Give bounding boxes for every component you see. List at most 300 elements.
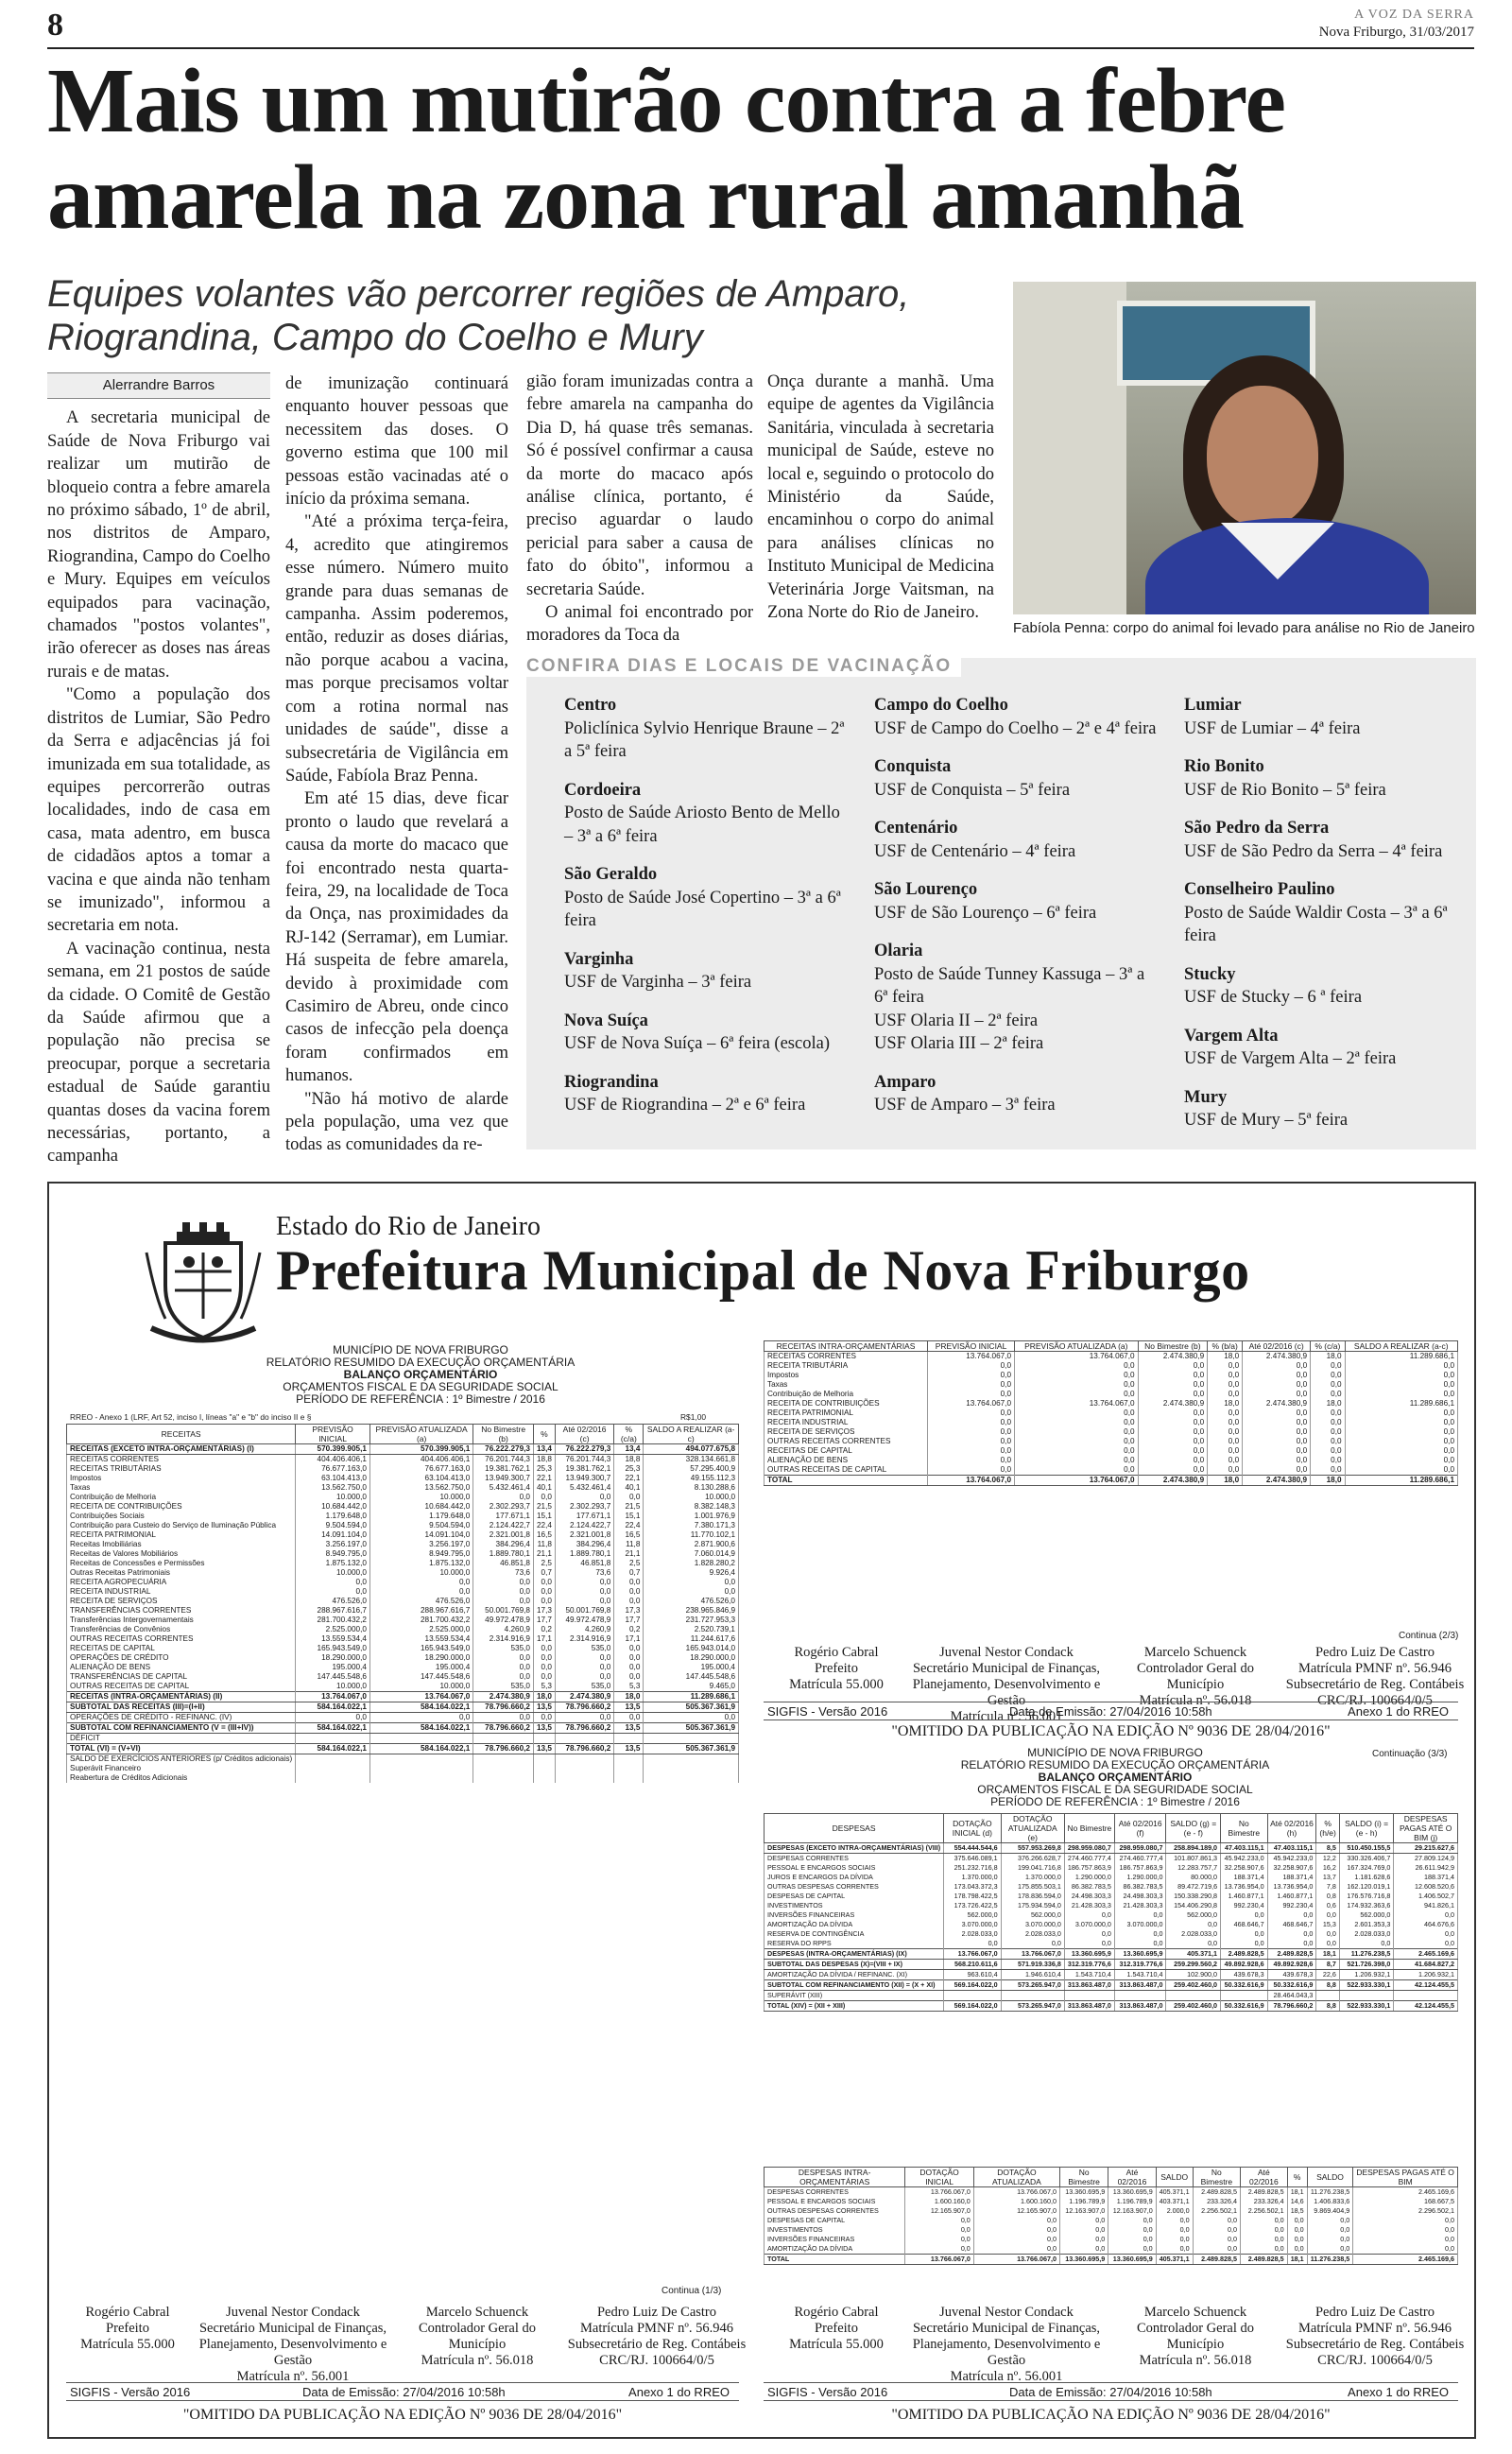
table-cell: RECEITAS CORRENTES [765,1352,928,1362]
table-cell: 2.321.001,8 [473,1530,534,1540]
table-cell: 13.360.695,9 [1108,2187,1156,2198]
masthead [1319,6,1474,42]
table-cell: 1.179.648,0 [369,1512,472,1521]
table-cell: Contribuição para Custeio do Serviço de Iluminação Pública [67,1521,296,1530]
table-cell: 9.869.404,9 [1307,2206,1353,2216]
table-cell: 535,0 [473,1644,534,1653]
table-cell: 50.001.769,8 [473,1606,534,1616]
table-cell: 404.406.406,1 [369,1455,472,1465]
table-cell: 0,0 [1394,1939,1458,1949]
table-cell: RECEITAS TRIBUTÁRIAS [67,1464,296,1474]
table-header-cell: % (c/a) [614,1425,644,1444]
table-cell: 2.124.422,7 [473,1521,534,1530]
table-cell: 13,5 [533,1744,555,1754]
table-cell: 0,0 [1345,1361,1457,1371]
table-cell: 14.091.104,0 [369,1530,472,1540]
table-cell: 188.371,4 [1394,1873,1458,1882]
table-header-cell: No Bimestre (b) [473,1425,534,1444]
article-column-3 [526,371,753,648]
table-cell: 0,0 [614,1597,644,1606]
table-cell: 13.766.067,0 [944,1949,1001,1960]
table-cell: 313.863.487,0 [1114,2001,1166,2012]
table-cell: 0,0 [1345,1427,1457,1437]
table-cell: 0,0 [1345,1418,1457,1427]
table-cell: 0,0 [1015,1437,1139,1446]
vaccination-entry [545,779,848,849]
table-cell: RECEITA INDUSTRIAL [765,1418,928,1427]
table-cell: 2.302.293,7 [555,1502,613,1512]
table-cell: 0,0 [1208,1361,1243,1371]
table-cell: 288.967.616,7 [369,1606,472,1616]
vaccination-detail: USF de Nova Suíça – 6ª feira (escola) [564,1034,830,1053]
table-cell: 0,0 [1108,2216,1156,2225]
table-cell: 50.332.616,9 [1221,2001,1268,2012]
table-cell: 2.474.380,9 [473,1692,534,1702]
table-cell: 78.796.660,2 [555,1702,613,1713]
table-cell: 313.863.487,0 [1064,2001,1114,2012]
table-cell: 0,0 [533,1663,555,1672]
vaccination-detail: USF Olaria II – 2ª feira [874,1011,1039,1030]
signature-finance-secretary: Juvenal Nestor Condack Secretário Municipal de Finanças, Planejamento, Desenvolvimento e Gestão Matrícula nº. 56.001 [198,2305,387,2384]
table-cell: 1.600.160,0 [905,2197,973,2206]
table-cell: 0,0 [928,1408,1015,1418]
table-cell: 0,0 [1221,1910,1268,1920]
table-cell: 584.164.022,1 [369,1723,472,1734]
table-cell: 13,5 [614,1723,644,1734]
table-header-cell: % (c/a) [1311,1341,1345,1352]
table-cell: 375.646.089,1 [944,1854,1001,1864]
table-cell: 47.403.115,1 [1267,1843,1316,1854]
table-cell: 17,3 [533,1606,555,1616]
table-cell: 0,0 [1138,1456,1208,1465]
table-cell: Receitas Imobiliárias [67,1540,296,1549]
table-cell: ALIENAÇÃO DE BENS [765,1456,928,1465]
table-cell: 1.001.976,9 [644,1512,739,1521]
table-cell: 1.875.132,0 [296,1559,370,1568]
table-cell: 5.432.461,4 [473,1483,534,1493]
vaccination-column-1 [545,694,848,1132]
table-cell: 0,0 [1243,1437,1311,1446]
table-cell: 49.972.478,9 [473,1616,534,1625]
table-cell: 0,0 [1060,2244,1108,2255]
top-rule [47,47,1474,49]
table-cell: 21,5 [533,1502,555,1512]
table-row [765,2255,1458,2265]
table-cell: 42.124.455,5 [1394,1980,1458,1991]
table-cell: 0,0 [928,1465,1015,1476]
table-cell: 28.464.043,3 [1267,1991,1316,2001]
table-cell: 12.283.757,7 [1166,1863,1221,1873]
table-cell: TRANSFERÊNCIAS DE CAPITAL [67,1672,296,1682]
signature-controller: Marcelo Schuenck Controlador Geral do Município Matrícula nº. 56.018 [1136,1645,1255,1708]
table-cell: 2.465.169,6 [1353,2255,1458,2265]
table-cell: 0,0 [905,2216,973,2225]
table-cell: 0,0 [1015,1418,1139,1427]
table-cell [1221,1991,1268,2001]
table-cell: 46.851,8 [555,1559,613,1568]
table-cell: 7.380.171,3 [644,1521,739,1530]
table-cell: Impostos [67,1474,296,1483]
table-cell: 2.489.828,5 [1267,1949,1316,1960]
vaccination-detail: USF de São Pedro da Serra – 4ª feira [1184,841,1443,861]
table-row [67,1568,739,1578]
table-cell: AMORTIZAÇÃO DA DÍVIDA [765,2244,905,2255]
table-cell: 2.465.169,6 [1353,2187,1458,2198]
vaccination-place: Centenário [874,819,958,838]
paragraph: "Não há motivo de alarde pela população, uma vez que todas as comunidades da re- [285,1089,508,1155]
table-cell: 47.403.115,1 [1221,1843,1268,1854]
table-cell: 3.256.197,0 [296,1540,370,1549]
signature-mayor: Rogério Cabral Prefeito Matrícula 55.000 [789,2305,884,2352]
vaccination-entry [1165,1025,1468,1071]
table-cell: 584.164.022,1 [296,1723,370,1734]
table-cell: 22,4 [533,1521,555,1530]
table-cell: 13.562.750,0 [296,1483,370,1493]
table-header-cell: SALDO A REALIZAR (a-c) [644,1425,739,1444]
vaccination-place: Nova Suíça [564,1011,648,1030]
table-cell: 494.077.675,8 [644,1444,739,1455]
table-cell: Receitas de Concessões e Permissões [67,1559,296,1568]
table-row [765,2001,1458,2012]
table-cell: 11.276.238,5 [1307,2187,1353,2198]
table-cell: 19.381.762,1 [555,1464,613,1474]
table-cell: 0,0 [533,1597,555,1606]
table-cell: 403.371,1 [1156,2197,1193,2206]
table-cell: SUBTOTAL COM REFINANCIAMENTO (V = (III+IV)) [67,1723,296,1734]
table-row [67,1625,739,1634]
table-cell: 0,0 [1311,1361,1345,1371]
table-cell: 0,0 [473,1672,534,1682]
table-cell: 476.526,0 [369,1597,472,1606]
table-cell: 13,5 [533,1702,555,1713]
table-header-cell: PREVISÃO INICIAL [928,1341,1015,1352]
table-cell: 8.382.148,3 [644,1502,739,1512]
table-row [67,1634,739,1644]
table-cell: 0,0 [1241,2216,1288,2225]
table-cell [369,1773,472,1783]
table-cell: 0,0 [1316,1939,1339,1949]
table-cell: OUTRAS RECEITAS CORRENTES [765,1437,928,1446]
table-cell: 0,0 [555,1493,613,1502]
table-cell: 174.932.363,6 [1339,1901,1394,1910]
table-cell: 1.460.877,1 [1221,1892,1268,1901]
table-cell: 0,0 [369,1713,472,1723]
table-cell: 1.179.648,0 [296,1512,370,1521]
table-header-cell: DESPESAS [765,1814,944,1843]
table-cell: 468.646,7 [1267,1920,1316,1929]
table-cell: 26.611.942,9 [1394,1863,1458,1873]
table-cell: 178.836.594,0 [1001,1892,1064,1901]
table-cell: 535,0 [555,1682,613,1692]
table-cell: 584.164.022,1 [369,1744,472,1754]
table-cell: 0,0 [928,1361,1015,1371]
table-cell: 199.041.716,8 [1001,1863,1064,1873]
table-row [67,1578,739,1587]
footer-bar-right [764,1702,1458,1720]
table-cell: 7.060.014,9 [644,1549,739,1559]
table-cell: 0,0 [1015,1446,1139,1456]
table-header-cell: RECEITAS INTRA-ORÇAMENTÁRIAS [765,1341,928,1352]
paragraph: de imunização continuará enquanto houver pessoas que necessitem das doses. O governo estima que 100 mil pessoas estão vacinadas até o início da próxima semana. [285,374,508,510]
vaccination-detail: USF de Amparo – 3ª feira [874,1096,1056,1115]
page-number: 8 [47,8,63,43]
table-cell: 2.124.422,7 [555,1521,613,1530]
table-cell: RECEITA AGROPECUÁRIA [67,1578,296,1587]
table-cell: 1.828.280,2 [644,1559,739,1568]
table-cell: 101.807.861,3 [1166,1854,1221,1864]
table-header-cell: No Bimestre (b) [1138,1341,1208,1352]
table-row [765,2216,1458,2225]
table-cell: 150.338.290,8 [1166,1892,1221,1901]
table-cell: 571.919.336,8 [1001,1960,1064,1970]
table-cell: 0,0 [1108,2244,1156,2255]
table-cell: 13.360.695,9 [1114,1949,1166,1960]
table-cell [1316,1991,1339,2001]
table-cell: 4.260,9 [555,1625,613,1634]
table-cell [296,1754,370,1765]
vaccination-entry [1165,755,1468,802]
table-cell: 3.256.197,0 [369,1540,472,1549]
table-cell: 13.766.067,0 [1001,1949,1064,1960]
table-cell: 13,7 [1316,1873,1339,1882]
table-cell: 177.671,1 [473,1512,534,1521]
table-row [67,1606,739,1616]
table-cell: 281.700.432,2 [369,1616,472,1625]
vaccination-detail: USF de Conquista – 5ª feira [874,780,1071,800]
annex-label: Anexo 1 do RREO [1348,2385,1449,2399]
paragraph: "Até a próxima terça-feira, 4, acredito que atingiremos esse número. Número muito grande para duas semanas de campanha. Assim poderemos, então, reduzir as doses diárias, não porque acabou a vacina, mas porque precisamos voltar com a rotina normal nas unidades de saúde", disse a subsecretária de Vigilância em Saúde, Fabíola Braz Penna. [285,512,508,786]
table-cell [555,1773,613,1783]
table-cell: 0,0 [1307,2244,1353,2255]
table-cell: 147.445.548,6 [644,1672,739,1682]
table-row [765,1361,1458,1371]
state-name: Estado do Rio de Janeiro [276,1212,541,1241]
table-receitas [66,1424,739,1783]
table-row [765,1437,1458,1446]
table-cell: 0,0 [905,2225,973,2235]
report-heading-left [189,1344,652,1406]
table-header-cell: Até 02/2016 [1108,2168,1156,2187]
table-row [765,1929,1458,1939]
table-cell: 992.230,4 [1221,1901,1268,1910]
table-cell: 439.678,3 [1221,1970,1268,1980]
table-cell: 0,0 [1311,1437,1345,1446]
table-cell: 562.000,0 [1001,1910,1064,1920]
photo-caption: Fabíola Penna: corpo do animal foi levado para análise no Rio de Janeiro [1013,620,1475,636]
table-cell: 0,0 [1138,1408,1208,1418]
table-cell [614,1764,644,1773]
table-cell: 2.296.502,1 [1353,2206,1458,2216]
table-cell: 86.382.783,5 [1064,1882,1114,1892]
continues-note: Continua (2/3) [1399,1631,1459,1641]
table-cell: 41.684.827,2 [1394,1960,1458,1970]
table-row [765,1873,1458,1882]
table-cell: 176.576.716,8 [1339,1892,1394,1901]
table-cell [473,1754,534,1765]
table-header-cell: No Bimestre [1221,1814,1268,1843]
table-cell: 312.319.776,6 [1114,1960,1166,1970]
table-cell [555,1734,613,1744]
table-header-cell: No Bimestre [1193,2168,1240,2187]
paragraph: A secretaria municipal de Saúde de Nova Friburgo vai realizar um mutirão de bloqueio contra a febre amarela no próximo sábado, 1º de abril, nos distritos de Amparo, Riograndina, Campo do Coelho e Mury. Equipes em veículos equipados para vacinação, chamados "postos volantes", irão oferecer as doses nas áreas rurais e de matas. [47,408,270,682]
table-cell: RECEITAS CORRENTES [67,1455,296,1465]
vaccination-entry [1165,963,1468,1010]
table-cell: 0,0 [1193,2235,1240,2244]
table-cell: 17,3 [614,1606,644,1616]
table-cell: 18,0 [533,1692,555,1702]
table-cell: 21,1 [533,1549,555,1559]
table-cell: 405.371,1 [1156,2187,1193,2198]
table-cell: RECEITA DE CONTRIBUIÇÕES [765,1399,928,1408]
table-cell: 0,0 [1015,1465,1139,1476]
table-row [765,1456,1458,1465]
table-cell: DESPESAS (EXCETO INTRA-ORÇAMENTÁRIAS) (VIII) [765,1843,944,1854]
table-cell: 2.256.502,1 [1241,2206,1288,2216]
table-row [67,1512,739,1521]
table-cell: 557.953.269,8 [1001,1843,1064,1854]
table-cell: 13.562.750,0 [369,1483,472,1493]
table-cell: 49.892.928,6 [1267,1960,1316,1970]
table-cell: 0,0 [1243,1361,1311,1371]
table-cell: 0,0 [1345,1390,1457,1399]
table-cell: 80.000,0 [1166,1873,1221,1882]
table-cell: 2,5 [614,1559,644,1568]
table-cell: 18,1 [1287,2187,1307,2198]
table-cell: Contribuição de Melhoria [765,1390,928,1399]
table-cell: 11.289.686,1 [644,1692,739,1702]
table-cell: 162.120.019,1 [1339,1882,1394,1892]
table-row [67,1530,739,1540]
table-cell: 10.000,0 [296,1493,370,1502]
table-cell: 49.972.478,9 [555,1616,613,1625]
table-cell: 0,0 [296,1578,370,1587]
table-header-cell: DOTAÇÃO ATUALIZADA (e) [1001,1814,1064,1843]
vaccination-entry [855,755,1158,802]
table-cell: 0,0 [1243,1380,1311,1390]
table-cell: 76.201.744,3 [555,1455,613,1465]
table-cell: 0,0 [1208,1390,1243,1399]
table-row [765,1371,1458,1380]
vaccination-entry [545,1071,848,1117]
table-cell: 0,2 [614,1625,644,1634]
report-line: PERÍODO DE REFERÊNCIA : 1º Bimestre / 2016 [990,1795,1240,1808]
table-row [67,1644,739,1653]
table-row [67,1483,739,1493]
table-cell: 992.230,4 [1267,1901,1316,1910]
vaccination-place: Conselheiro Paulino [1184,880,1335,899]
table-cell: 0,0 [533,1713,555,1723]
table-row [765,1446,1458,1456]
table-cell: 177.671,1 [555,1512,613,1521]
table-cell: 0,0 [1193,2216,1240,2225]
table-row [765,1939,1458,1949]
table-row [765,1843,1458,1854]
table-cell: 11.289.686,1 [1345,1476,1457,1486]
table-receitas-intra [764,1340,1458,1486]
table-header-cell: PREVISÃO ATUALIZADA (a) [1015,1341,1139,1352]
table-cell: 0,0 [1015,1408,1139,1418]
table-cell: 0,0 [473,1493,534,1502]
table-cell [555,1764,613,1773]
table-cell: 154.406.290,8 [1166,1901,1221,1910]
table-cell: 0,0 [1166,1939,1221,1949]
table-cell: 281.700.432,2 [296,1616,370,1625]
table-cell: 0,0 [1267,1929,1316,1939]
table-cell: 76.222.279,3 [473,1444,534,1455]
table-cell: OUTRAS DESPESAS CORRENTES [765,2206,905,2216]
table-cell: 178.798.422,5 [944,1892,1001,1901]
table-cell: 167.324.769,0 [1339,1863,1394,1873]
table-cell: RESERVA DO RPPS [765,1939,944,1949]
table-header-cell: No Bimestre [1060,2168,1108,2187]
table-cell: 1.370.000,0 [944,1873,1001,1882]
table-cell: 32.258.907,6 [1267,1863,1316,1873]
report-line: BALANÇO ORÇAMENTÁRIO [343,1368,498,1381]
table-cell: 0,0 [1345,1456,1457,1465]
table-row [67,1734,739,1744]
table-cell: 238.965.846,9 [644,1606,739,1616]
article-column-2 [285,372,508,1157]
table-cell: 22,6 [1316,1970,1339,1980]
table-row [765,1920,1458,1929]
table-cell: RECEITA INDUSTRIAL [67,1587,296,1597]
table-cell: 13.360.695,9 [1108,2255,1156,2265]
table-cell [614,1754,644,1765]
table-cell: 10.684.442,0 [296,1502,370,1512]
coat-of-arms-icon [137,1215,269,1347]
table-cell: 0,0 [1311,1390,1345,1399]
table-cell: 63.104.413,0 [369,1474,472,1483]
table-cell: 18,1 [1287,2255,1307,2265]
table-cell: 8.949.795,0 [369,1549,472,1559]
table-cell: 0,0 [1267,1910,1316,1920]
table-cell: 2.028.033,0 [1166,1929,1221,1939]
table-cell: 21,1 [614,1549,644,1559]
table-cell [296,1773,370,1783]
table-cell: 50.332.616,9 [1221,1980,1268,1991]
paragraph: Em até 15 dias, deve ficar pronto o laudo que revelará a causa da morte do macaco que foi encontrado nesta quarta-feira, 29, na localidade de Toca da Onça, nas proximidades da RJ-142 (Serramar), em Lumiar. Há suspeita de febre amarela, devido à proximidade com Casimiro de Abreu, onde cinco casos de infecção pela doença foram confirmados em humanos. [285,789,508,1086]
table-cell: DESPESAS (INTRA-ORÇAMENTÁRIAS) (IX) [765,1949,944,1960]
table-row [765,1390,1458,1399]
table-cell: 18.290.000,0 [369,1653,472,1663]
paragraph: O animal foi encontrado por moradores da Toca da [526,603,753,646]
table-cell: 0,0 [1287,2225,1307,2235]
table-cell: 4.260,9 [473,1625,534,1634]
table-row [67,1464,739,1474]
table-cell: 0,0 [1138,1380,1208,1390]
vaccination-detail: USF de Varginha – 3ª feira [564,973,752,992]
vaccination-place: Centro [564,696,617,715]
table-cell: 11.289.686,1 [1345,1399,1457,1408]
table-cell [614,1773,644,1783]
table-cell: 18.290.000,0 [296,1653,370,1663]
table-cell: 2.474.380,9 [1243,1399,1311,1408]
table-cell: SUBTOTAL DAS DESPESAS (X)=(VIII + IX) [765,1960,944,1970]
table-cell: 941.826,1 [1394,1901,1458,1910]
table-cell: 0,0 [1138,1361,1208,1371]
table-cell: TOTAL [765,2255,905,2265]
table-cell: 0,0 [1241,2235,1288,2244]
table-cell [369,1734,472,1744]
emission-date: Data de Emissão: 27/04/2016 10:58h [1009,2385,1212,2399]
table-cell: 0,0 [1243,1465,1311,1476]
table-row [765,1863,1458,1873]
table-cell: 12.165.907,0 [905,2206,973,2216]
table-cell: 476.526,0 [644,1597,739,1606]
table-cell: 3.070.000,0 [1064,1920,1114,1929]
table-cell: 0,0 [369,1587,472,1597]
paragraph: "Como a população dos distritos de Lumiar, São Pedro da Serra e adjacências já foi imunizada em sua totalidade, as equipes percorrerão outras localidades, indo de casa em casa, mata adentro, em busca de cidadãos aptos a tomar a vacina e que ainda não tenham se imunizado", informou a secretaria em nota. [47,685,270,936]
